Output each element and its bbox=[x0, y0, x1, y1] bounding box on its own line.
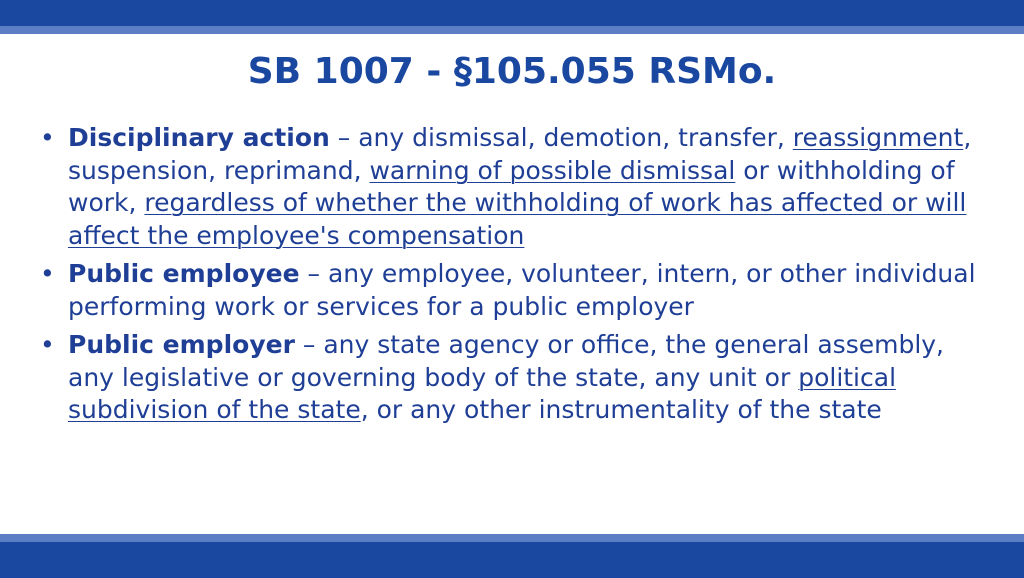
bullet-icon: • bbox=[40, 123, 55, 152]
definitions-list bbox=[40, 122, 990, 433]
definition-dash: – bbox=[329, 123, 359, 152]
top-band-accent bbox=[0, 26, 1024, 34]
definition-text: any employee, volunteer, intern, or other individual performing work or services for a public employer bbox=[68, 259, 976, 321]
bullet-icon: • bbox=[40, 259, 55, 288]
slide-title: SB 1007 - §105.055 RSMo. bbox=[247, 51, 777, 92]
definition-item-public-employer bbox=[40, 329, 990, 427]
definition-dash: – bbox=[294, 330, 324, 359]
definition-text: , suspension, reprimand, bbox=[68, 123, 972, 185]
definition-text: , or any other instrumentality of the state bbox=[360, 395, 882, 424]
definition-item-public-employee bbox=[40, 258, 990, 323]
definition-text: any dismissal, demotion, transfer, bbox=[358, 123, 793, 152]
top-band bbox=[0, 0, 1024, 26]
definition-dash: – bbox=[299, 259, 328, 288]
definition-item-disciplinary-action bbox=[40, 122, 990, 252]
definition-text-underlined: regardless of whether the withholding of work has affected or will affect the employee's compensation bbox=[68, 188, 967, 250]
definition-term: Public employer bbox=[68, 330, 295, 359]
bullet-icon: • bbox=[40, 330, 55, 359]
bottom-band bbox=[0, 542, 1024, 578]
definition-term: Public employee bbox=[68, 259, 300, 288]
definition-term: Disciplinary action bbox=[68, 123, 330, 152]
definition-text-underlined: reassignment bbox=[792, 123, 964, 152]
definition-text: or withholding of work, bbox=[68, 155, 955, 217]
definition-text-underlined: warning of possible dismissal bbox=[369, 155, 736, 185]
definition-text-underlined: political subdivision of the state bbox=[68, 362, 897, 424]
definition-text: any state agency or office, the general assembly, any legislative or governing body of the state, any unit or bbox=[68, 330, 945, 392]
bottom-band-accent bbox=[0, 534, 1024, 542]
